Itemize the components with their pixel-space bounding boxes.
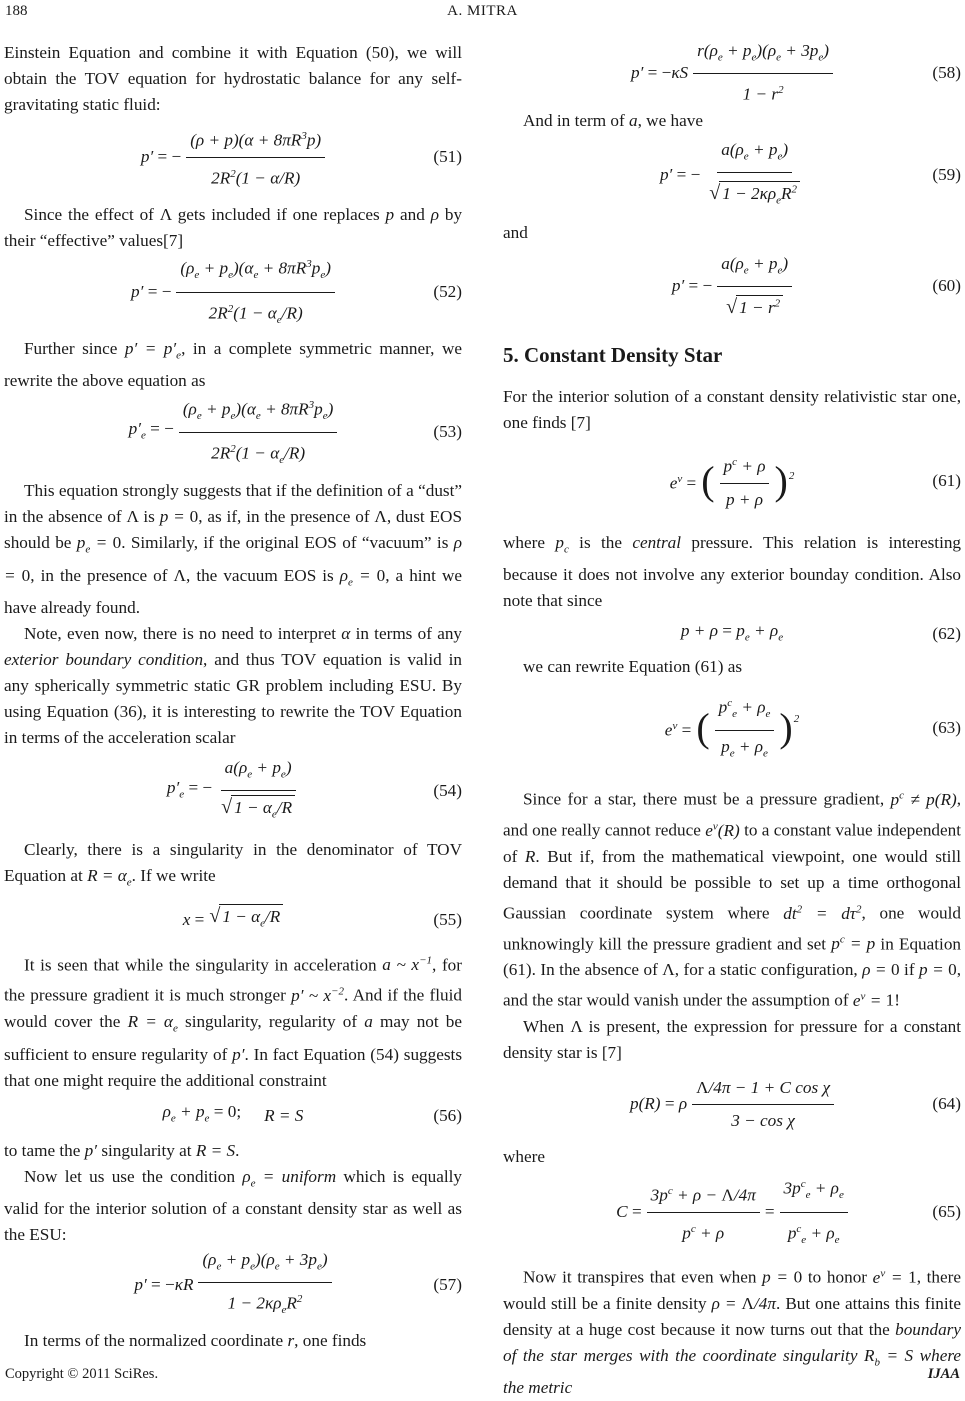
equation-52: p′ = − $\frac{(\rho_e + p_e)(\alpha_e + 8\pi R^3p_e)}{2R^2(1 - \alpha_e/R)}$ (52) xyxy=(4,254,462,330)
page-number: 188 xyxy=(5,3,28,19)
equation-number: (64) xyxy=(932,1094,961,1114)
copyright-notice: Copyright © 2011 SciRes. xyxy=(5,1366,159,1382)
equation-51: p′ = − $\frac{(\rho + p)(\alpha + 8\pi R^3p)}{2R^2(1 - \alpha/R)}$ (51) xyxy=(4,120,462,194)
equation-number: (53) xyxy=(433,422,462,442)
equation-number: (54) xyxy=(433,781,462,801)
paragraph: we can rewrite Equation (61) as xyxy=(523,657,743,677)
equation-number: (60) xyxy=(932,276,961,295)
paragraph: Now let us use the condition $\rho_e$ = uniform which is equally valid for the interior solution of a constant density star as well as the ESU: xyxy=(4,1166,463,1245)
equation-number: (62) xyxy=(932,624,961,644)
equation-53: $p'_e$ = − $\frac{(\rho_e + p_e)(\alpha_e + 8\pi R^3p_e)}{2R^2(1 - \alpha_e/R)}$ (53) xyxy=(4,394,462,470)
paragraph: Since for a star, there must be a pressure gradient, $p^c \ne p(R)$, and one really cannot reduce $e^\nu(R)$ to a constant value independent of R. But if, from the mathematical viewpoint, one would still demand that it should be possible to set up a time orthogonal Gaussian coordinate system where $dt^2 = d\tau^2$, one would unknowingly kill the pressure gradient and set $p^c = p$ in Equation (61). In the absence of Λ, for a static configuration, ρ = 0 if p = 0, and the star would vanish under the assumption of $e^\nu = 1$! xyxy=(503,789,962,1011)
running-head: A. MITRA xyxy=(447,3,518,19)
equation-59: p′ = − $\frac{a(\rho_e + p_e)}{√ 1 - 2\kappa\rho_eR^2}$ (59) xyxy=(503,134,961,216)
paragraph: and xyxy=(503,223,528,242)
equation-number: (57) xyxy=(433,1275,462,1295)
paragraph: Clearly, there is a singularity in the denominator of TOV Equation at $R = \alpha_e$. If we write xyxy=(4,840,462,889)
equation-number: (51) xyxy=(433,147,462,166)
equation-57: p′ = −κR $\frac{(\rho_e + p_e)(\rho_e + 3p_e)}{1 - 2\kappa\rho_eR^2}$ (57) xyxy=(4,1248,462,1322)
equation-60: p′ = − $\frac{a(\rho_e + p_e)}{√ 1 - r^2}$ (60) xyxy=(503,246,961,326)
paragraph: This equation strongly suggests that if the definition of a “dust” in the absence of Λ is p = 0, as if, in the presence of Λ, dust EOS should be $p_e = 0$. Similarly, if the original EOS of “vacuum” is ρ = 0, in the presence of Λ, the vacuum EOS is $\rho_e = 0$, a hint we have already found. xyxy=(4,481,463,618)
paragraph: Since the effect of Λ gets included if one replaces p and ρ by their “effective” values[7] xyxy=(4,205,463,250)
equation-64: p(R) = ρ $\frac{\text{Λ/4π − 1 + C cos χ}}{\text{3 − cos χ}}$ (64) xyxy=(503,1066,961,1142)
equation-number: (52) xyxy=(433,282,462,301)
equation-number: (58) xyxy=(932,63,961,82)
equation-number: (59) xyxy=(932,165,961,184)
equation-62: $p + \rho = p_e + \rho_e$ (62) xyxy=(503,614,961,654)
journal-abbreviation: IJAA xyxy=(927,1366,960,1382)
paragraph: When Λ is present, the expression for pressure for a constant density star is [7] xyxy=(503,1017,961,1063)
equation-number: (61) xyxy=(932,471,961,490)
left-column xyxy=(4,40,462,1354)
equation-number: (55) xyxy=(433,909,462,929)
equation-58: p′ = −κS $\frac{r(\rho_e + p_e)(\rho_e + 3p_e)}{1 - r^2}$ (58) xyxy=(503,38,961,108)
equation-63: $e^\nu$ = ( $\frac{p^c_e + \rho_e}{p_e + \rho_e}$ ) $^2$ (63) xyxy=(503,680,961,776)
paragraph: where $p_c$ is the central pressure. This relation is interesting because it does not involve any exterior bounday condition. Also note that since xyxy=(503,533,962,611)
equation-55: x = √ $1 - \alpha_e/R$ (55) xyxy=(4,896,462,944)
equation-65: C = $\frac{3p^c + \rho - \Lambda/4\pi}{p^c + \rho}$ = $\frac{3p^c_e + \rho_e}{p^c_e + \rho_e}$ (65) xyxy=(503,1170,961,1254)
equation-61: $e^\nu$ = ( $\frac{p^c + \rho}{p + \rho}$ ) $^2$ (61) xyxy=(503,436,961,526)
right-column xyxy=(503,40,961,1401)
paragraph: In terms of the normalized coordinate r, one finds xyxy=(24,1331,367,1351)
paragraph: Einstein Equation and combine it with Equation (50), we will obtain the TOV equation for hydrostatic balance for any self-gravitating static fluid: xyxy=(4,43,462,114)
section-heading: 5. Constant Density Star xyxy=(503,343,723,367)
paragraph: And in term of a, we have xyxy=(523,111,703,130)
page-header xyxy=(0,0,965,26)
equation-number: (56) xyxy=(433,1105,462,1125)
equation-56: $\rho_e + p_e = 0$; R = S (56) xyxy=(4,1094,462,1138)
equation-number: (65) xyxy=(932,1202,961,1222)
paragraph: Note, even now, there is no need to interpret α in terms of any exterior boundary condition, and thus TOV equation is valid in any spherically symmetric static GR problem including ESU. By using Equation (36), it is interesting to rewrite the TOV Equation in terms of the acceleration scalar xyxy=(4,624,463,748)
paragraph: where xyxy=(503,1147,545,1167)
paragraph: to tame the p′ singularity at R = S. xyxy=(4,1140,240,1160)
paragraph: Now it transpires that even when p = 0 to honor $e^\nu = 1$, there would still be a finite density ρ = Λ/4π. But one attains this finite density at a huge cost because it now turns out that the boundary of the star merges with the coordinate singularity $R_b = S$ where the metric xyxy=(503,1267,962,1398)
paragraph: For the interior solution of a constant density relativistic star one, one finds [7] xyxy=(503,387,961,432)
paragraph: It is seen that while the singularity in acceleration a ~ $x^{-1}$, for the pressure gradient it is much stronger p′ ~ $x^{-2}$. And if the fluid would cover the $R = \alpha_e$ singularity, regularity of a may not be sufficient to ensure regularity of p′. In fact Equation (54) suggests that one might require the additional constraint xyxy=(4,954,463,1090)
paragraph: Further since $p' = p'_e$, in a complete symmetric manner, we rewrite the above equation as xyxy=(4,339,462,391)
equation-number: (63) xyxy=(932,718,961,738)
equation-54: $p'_e$ = − $\frac{a(\rho_e + p_e)}{√ 1 - \alpha_e/R}$ (54) xyxy=(4,751,462,831)
